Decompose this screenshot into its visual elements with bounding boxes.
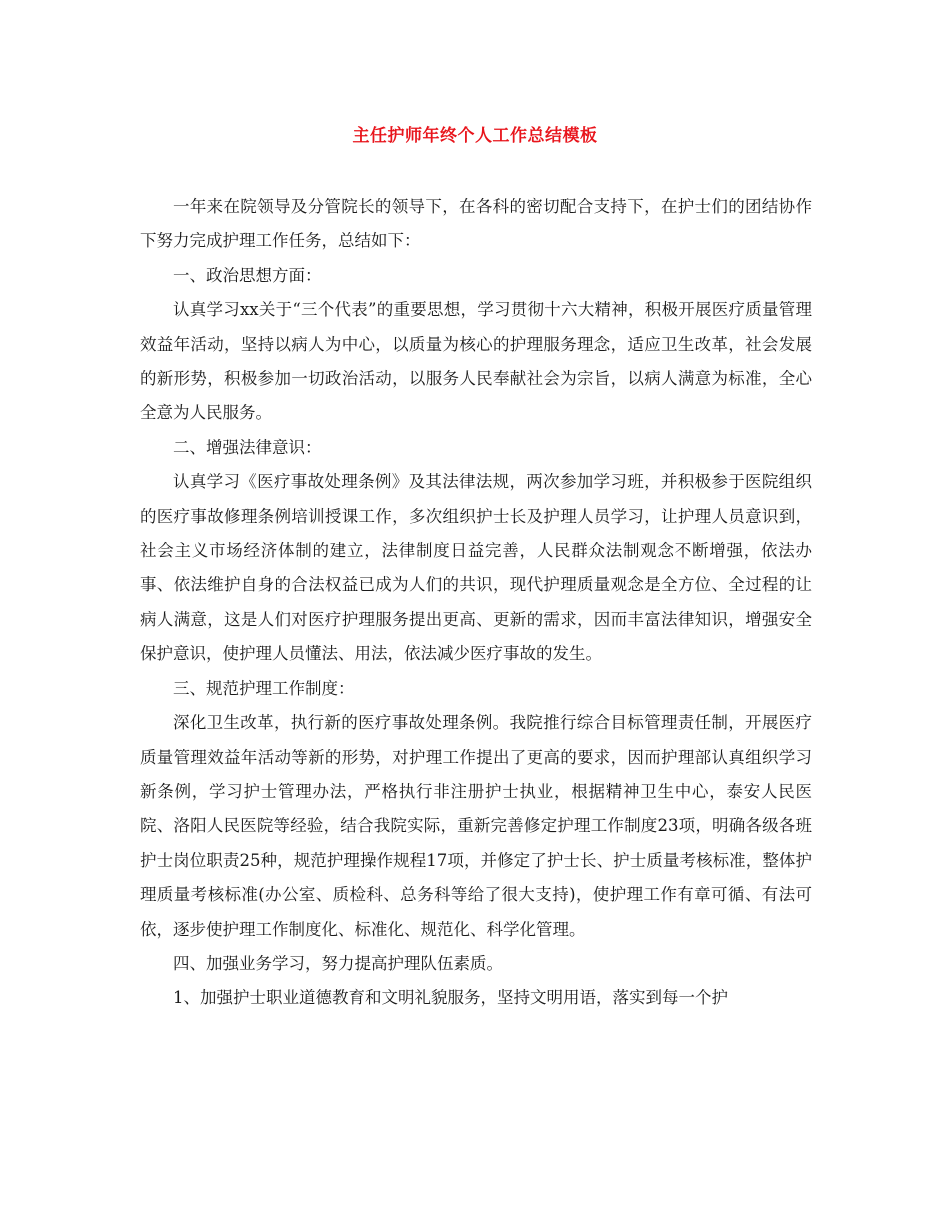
section-heading-training: 四、加强业务学习，努力提高护理队伍素质。 — [173, 953, 503, 973]
paragraph-political: 认真学习xx关于“三个代表”的重要思想，学习贯彻十六大精神，积极开展医疗质量管理效益年活动，坚持以病人为中心，以质量为核心的护理服务理念，适应卫生改革，社会发展的新形势，积极参加一切政治活动，以服务人民奉献社会为宗旨，以病人满意为标准，全心全意为人民服务。 — [140, 300, 812, 423]
document-title: 主任护师年终个人工作总结模板 — [352, 126, 598, 146]
paragraph-regulations: 深化卫生改革，执行新的医疗事故处理条例。我院推行综合目标管理责任制，开展医疗质量管理效益年活动等新的形势，对护理工作提出了更高的要求，因而护理部认真组织学习新条例，学习护士管理办法，严格执行非注册护士执业，根据精神卫生中心，泰安人民医院、洛阳人民医院等经验，结合我院实际，重新完善修定护理工作制度23项，明确各级各班护士岗位职责25种，规范护理操作规程17项，并修定了护士长、护士质量考核标准，整体护理质量考核标准(办公室、质检科、总务科等给了很大支持)，使护理工作有章可循、有法可依，逐步使护理工作制度化、标准化、规范化、科学化管理。 — [140, 713, 812, 939]
section-heading-legal: 二、增强法律意识： — [173, 437, 322, 457]
paragraph-intro: 一年来在院领导及分管院长的领导下，在各科的密切配合支持下，在护士们的团结协作下努力完成护理工作任务，总结如下： — [140, 197, 812, 251]
paragraph-legal: 认真学习《医疗事故处理条例》及其法律法规，两次参加学习班，并积极参于医院组织的医疗事故修理条例培训授课工作，多次组织护士长及护理人员学习，让护理人员意识到，社会主义市场经济体制的建立，法律制度日益完善，人民群众法制观念不断增强，依法办事、依法维护自身的合法权益已成为人们的共识，现代护理质量观念是全方位、全过程的让病人满意，这是人们对医疗护理服务提出更高、更新的需求，因而丰富法律知识，增强安全保护意识，使护理人员懂法、用法，依法减少医疗事故的发生。 — [140, 472, 812, 664]
paragraph-training-1: 1、加强护士职业道德教育和文明礼貌服务，坚持文明用语，落实到每一个护 — [173, 988, 728, 1008]
section-heading-regulations: 三、规范护理工作制度： — [173, 678, 355, 698]
section-heading-political: 一、政治思想方面： — [173, 265, 322, 285]
document-body — [140, 190, 812, 1016]
